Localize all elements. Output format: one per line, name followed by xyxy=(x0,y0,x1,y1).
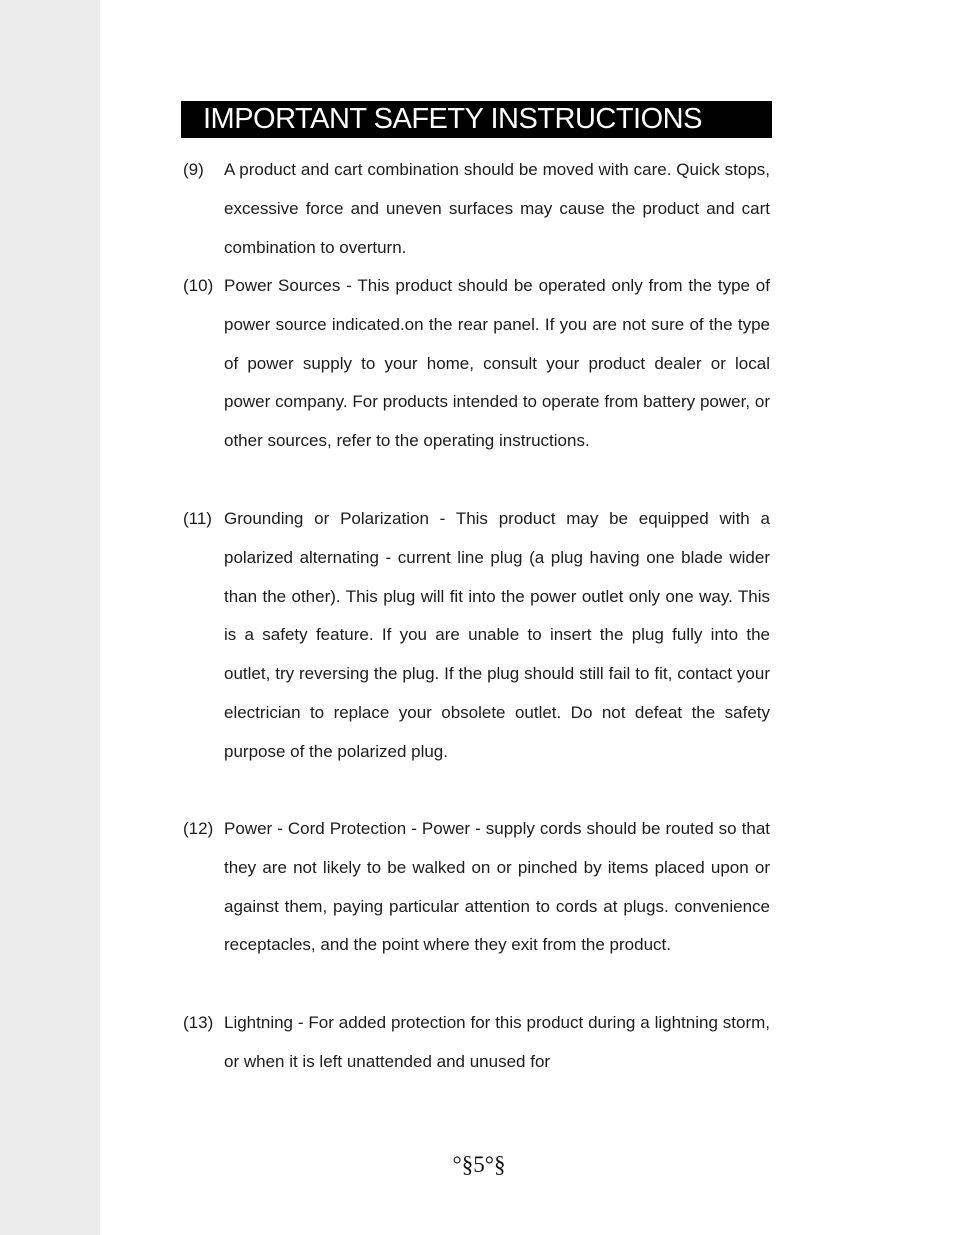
instruction-item-12 xyxy=(183,810,770,965)
item-text: A product and cart combination should be moved with care. Quick stops, excessive force and uneven surfaces may cause the product and cart combination to overturn. xyxy=(224,160,770,257)
page-title: IMPORTANT SAFETY INSTRUCTIONS xyxy=(181,101,772,138)
item-number: (13) xyxy=(183,1013,214,1032)
instruction-item-9 xyxy=(183,151,770,267)
instruction-item-11 xyxy=(183,500,770,772)
item-number: (11) xyxy=(183,509,212,528)
item-text: Lightning - For added protection for this product during a lightning storm, or when it is left unattended and unused for xyxy=(224,1013,770,1071)
item-text: Power - Cord Protection - Power - supply cords should be routed so that they are not likely to be walked on or pinched by items placed upon or against them, paying particular attention to cords at plugs. convenience receptacles, and the point where they exit from the product. xyxy=(224,819,770,955)
page-margin-shade xyxy=(0,0,100,1235)
item-text: Power Sources - This product should be operated only from the type of power source indicated.on the rear panel. If you are not sure of the type of power supply to your home, consult your product dealer or local power company. For products intended to operate from battery power, or other sources, refer to the operating instructions. xyxy=(224,276,770,451)
item-number: (9) xyxy=(183,160,204,179)
item-text: Grounding or Polarization - This product may be equipped with a polarized alternating - current line plug (a plug having one blade wider than the other). This plug will fit into the power outlet only one way. This is a safety feature. If you are unable to insert the plug fully into the outlet, try reversing the plug. If the plug should still fail to fit, contact your electrician to replace your obsolete outlet. Do not defeat the safety purpose of the polarized plug. xyxy=(224,509,770,761)
instruction-item-13 xyxy=(183,1004,770,1082)
item-number: (10) xyxy=(183,276,214,295)
page-number: °§5°§ xyxy=(452,1152,506,1177)
item-number: (12) xyxy=(183,819,214,838)
instruction-item-10 xyxy=(183,267,770,461)
